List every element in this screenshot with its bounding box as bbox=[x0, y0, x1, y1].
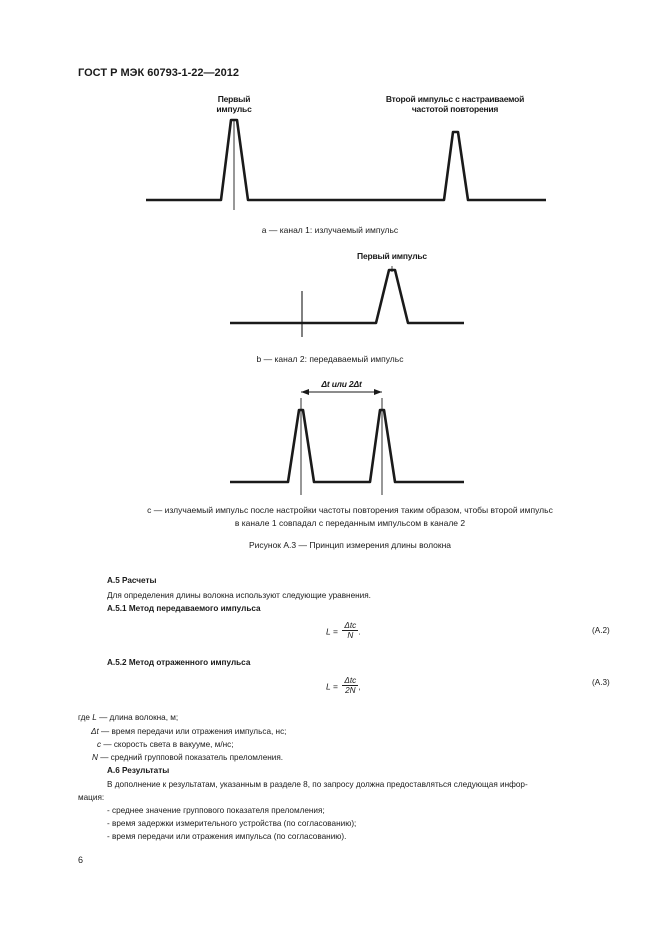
section-a5-heading: А.5 Расчеты bbox=[107, 576, 157, 585]
panel-a-caption: а — канал 1: излучаемый импульс bbox=[261, 225, 399, 235]
panel-c-caption-line1: с — излучаемый импульс после настройки частоты повторения таким образом, чтобы второй импульс bbox=[147, 505, 553, 515]
section-a6-paragraph-line1: В дополнение к результатам, указанным в разделе 8, по запросу должна предоставляться следующая инфор- bbox=[107, 780, 528, 789]
panel-c-caption-line2: в канале 1 совпадал с переданным импульсом в канале 2 bbox=[234, 518, 466, 528]
panel-c-delta-label: Δt или 2Δt bbox=[321, 379, 362, 389]
formula-a2 bbox=[326, 621, 361, 640]
formula-a3-denominator: 2N bbox=[345, 686, 356, 695]
dimension-arrow-left bbox=[301, 389, 309, 395]
formula-a2-fraction bbox=[342, 621, 361, 640]
definition-L-text: — длина волокна, м; bbox=[96, 713, 179, 722]
dimension-arrow-right bbox=[374, 389, 382, 395]
definition-c-text: — скорость света в вакууме, м/нс; bbox=[101, 740, 234, 749]
section-a6-paragraph-line2: мация: bbox=[78, 793, 105, 802]
definition-L-symbol: L bbox=[92, 713, 97, 722]
section-a52-heading: А.5.2 Метод отраженного импульса bbox=[107, 658, 251, 667]
definition-L bbox=[78, 713, 178, 722]
formula-a2-denominator: N bbox=[347, 631, 354, 640]
panel-a-second-pulse-label-line2: частотой повторения bbox=[411, 104, 499, 114]
panel-a-second-pulse-label bbox=[370, 94, 540, 114]
definition-dt-text: — время передачи или отражения импульса, нс; bbox=[98, 727, 287, 736]
section-a51-heading: А.5.1 Метод передаваемого импульса bbox=[107, 604, 261, 613]
panel-b-caption: b — канал 2: передаваемый импульс bbox=[256, 354, 404, 364]
section-a6-list-item: - время задержки измерительного устройства (по согласованию); bbox=[107, 819, 357, 828]
panel-a-pulse-trace bbox=[146, 120, 546, 200]
panel-b-first-pulse-label: Первый импульс bbox=[357, 251, 427, 261]
definition-N-text: — средний групповой показатель преломления. bbox=[97, 753, 284, 762]
panel-a-second-pulse-label-line1: Второй импульс с настраиваемой bbox=[385, 94, 525, 104]
definition-dt bbox=[91, 727, 286, 736]
formula-a2-numerator: Δtc bbox=[344, 621, 357, 630]
figure-title: Рисунок А.3 — Принцип измерения длины волокна bbox=[248, 540, 452, 550]
formula-a2-number: (А.2) bbox=[592, 626, 610, 635]
formula-a3 bbox=[326, 676, 361, 695]
formula-a3-numerator: Δtc bbox=[344, 676, 357, 685]
formula-a3-number: (А.3) bbox=[592, 678, 610, 687]
formula-a2-lhs: L = bbox=[326, 626, 338, 637]
panel-a-first-pulse-label-line1: Первый bbox=[217, 94, 251, 104]
document-header: ГОСТ Р МЭК 60793-1-22—2012 bbox=[78, 67, 239, 79]
formula-a3-tail: , bbox=[358, 682, 361, 692]
definition-N-symbol: N bbox=[92, 753, 98, 762]
formula-a2-tail: . bbox=[358, 627, 361, 637]
formula-a3-lhs: L = bbox=[326, 681, 338, 692]
panel-a-first-pulse-label-line2: импульс bbox=[216, 104, 252, 114]
definition-c-symbol: c bbox=[97, 740, 102, 749]
definition-c bbox=[97, 740, 234, 749]
section-a6-heading: А.6 Результаты bbox=[107, 766, 170, 775]
panel-a-first-pulse-label bbox=[199, 94, 269, 114]
definition-N bbox=[92, 753, 283, 762]
section-a6-list-item: - среднее значение группового показателя преломления; bbox=[107, 806, 325, 815]
definition-L-prefix: где bbox=[78, 713, 93, 722]
formula-a3-fraction bbox=[342, 676, 361, 695]
panel-b-pulse-trace bbox=[230, 270, 464, 323]
panel-c-pulse-trace bbox=[230, 410, 464, 482]
definition-dt-symbol: Δt bbox=[91, 727, 99, 736]
section-a6-list-item: - время передачи или отражения импульса (по согласованию). bbox=[107, 832, 347, 841]
section-a5-intro: Для определения длины волокна используют следующие уравнения. bbox=[107, 591, 371, 600]
page-number: 6 bbox=[78, 855, 84, 865]
